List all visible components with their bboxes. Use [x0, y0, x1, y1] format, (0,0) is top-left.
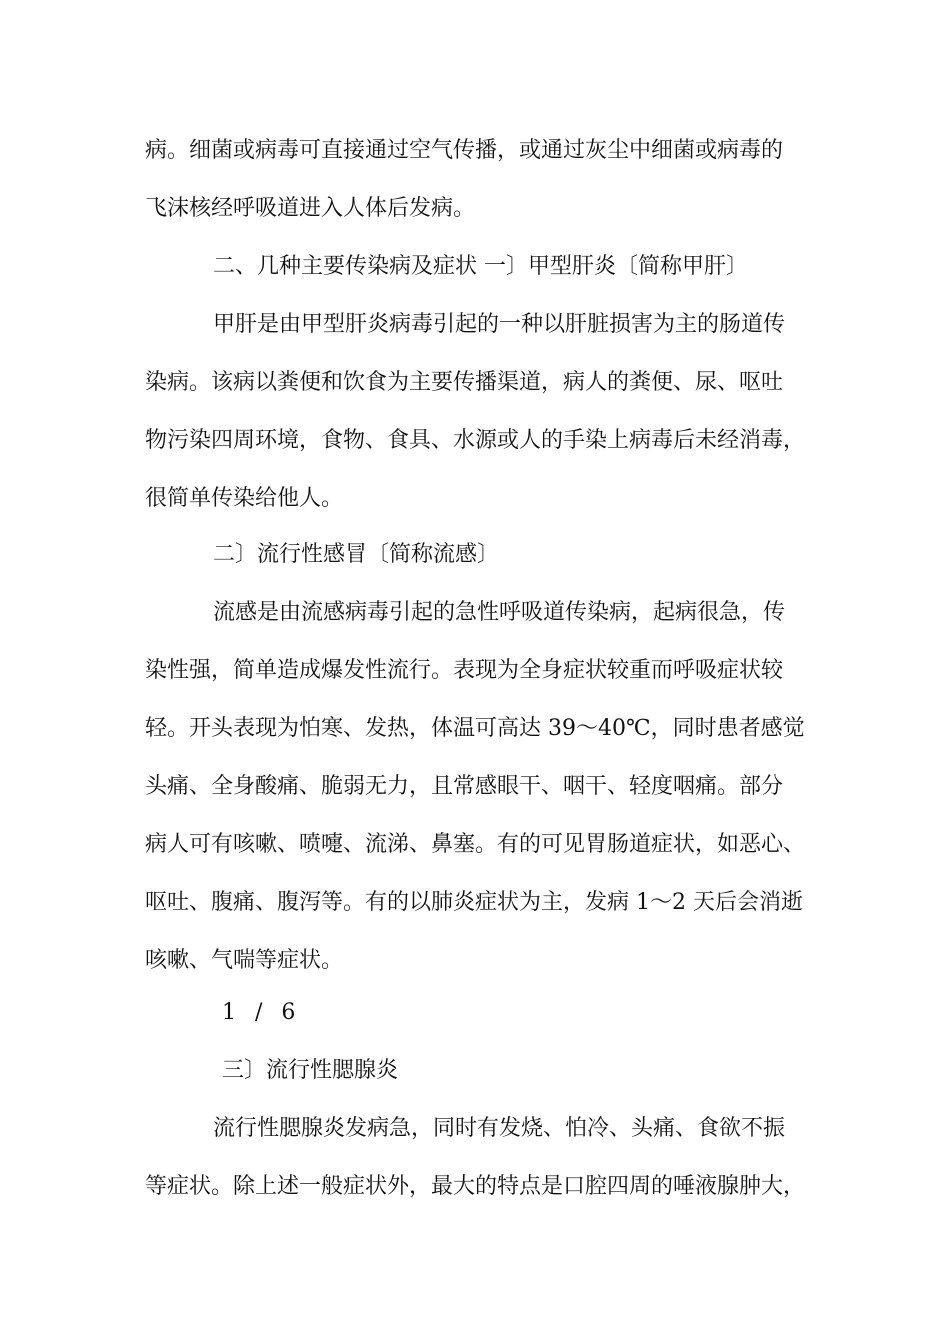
- paragraph-line: 染性强，简单造成爆发性流行。表现为全身症状较重而呼吸症状较: [145, 658, 784, 683]
- paragraph-line: 流行性腮腺炎发病急，同时有发烧、怕冷、头痛、食欲不振: [213, 1116, 786, 1141]
- paragraph-line: 呕吐、腹痛、腹泻等。有的以肺炎症状为主，发病 1～2 天后会消逝: [145, 890, 803, 915]
- section-heading: 二、几种主要传染病及症状 一〕甲型肝炎〔简称甲肝〕: [213, 254, 748, 279]
- section-heading: 三〕流行性腮腺炎: [222, 1058, 399, 1083]
- paragraph-line: 物污染四周环境，食物、食具、水源或人的手染上病毒后未经消毒，: [145, 428, 806, 453]
- paragraph-line: 染病。该病以粪便和饮食为主要传播渠道，病人的粪便、尿、呕吐: [145, 370, 784, 395]
- paragraph-line: 等症状。除上述一般症状外，最大的特点是口腔四周的唾液腺肿大，: [145, 1174, 806, 1199]
- paragraph-line: 飞沫核经呼吸道进入人体后发病。: [145, 196, 476, 221]
- paragraph-line: 病。细菌或病毒可直接通过空气传播，或通过灰尘中细菌或病毒的: [145, 138, 784, 163]
- section-heading: 二〕流行性感冒〔简称流感〕: [213, 542, 500, 567]
- paragraph-line: 很简单传染给他人。: [145, 486, 344, 511]
- paragraph-line: 流感是由流感病毒引起的急性呼吸道传染病，起病很急，传: [213, 600, 786, 625]
- paragraph-line: 轻。开头表现为怕寒、发热，体温可高达 39～40℃，同时患者感觉: [145, 716, 805, 741]
- paragraph-line: 头痛、全身酸痛、脆弱无力，且常感眼干、咽干、轻度咽痛。部分: [145, 774, 784, 799]
- paragraph-line: 病人可有咳嗽、喷嚏、流涕、鼻塞。有的可见胃肠道症状，如恶心、: [145, 832, 806, 857]
- paragraph-line: 咳嗽、气喘等症状。: [145, 948, 344, 973]
- paragraph-line: 甲肝是由甲型肝炎病毒引起的一种以肝脏损害为主的肠道传: [213, 312, 786, 337]
- page-number: 1 / 6: [222, 1000, 302, 1025]
